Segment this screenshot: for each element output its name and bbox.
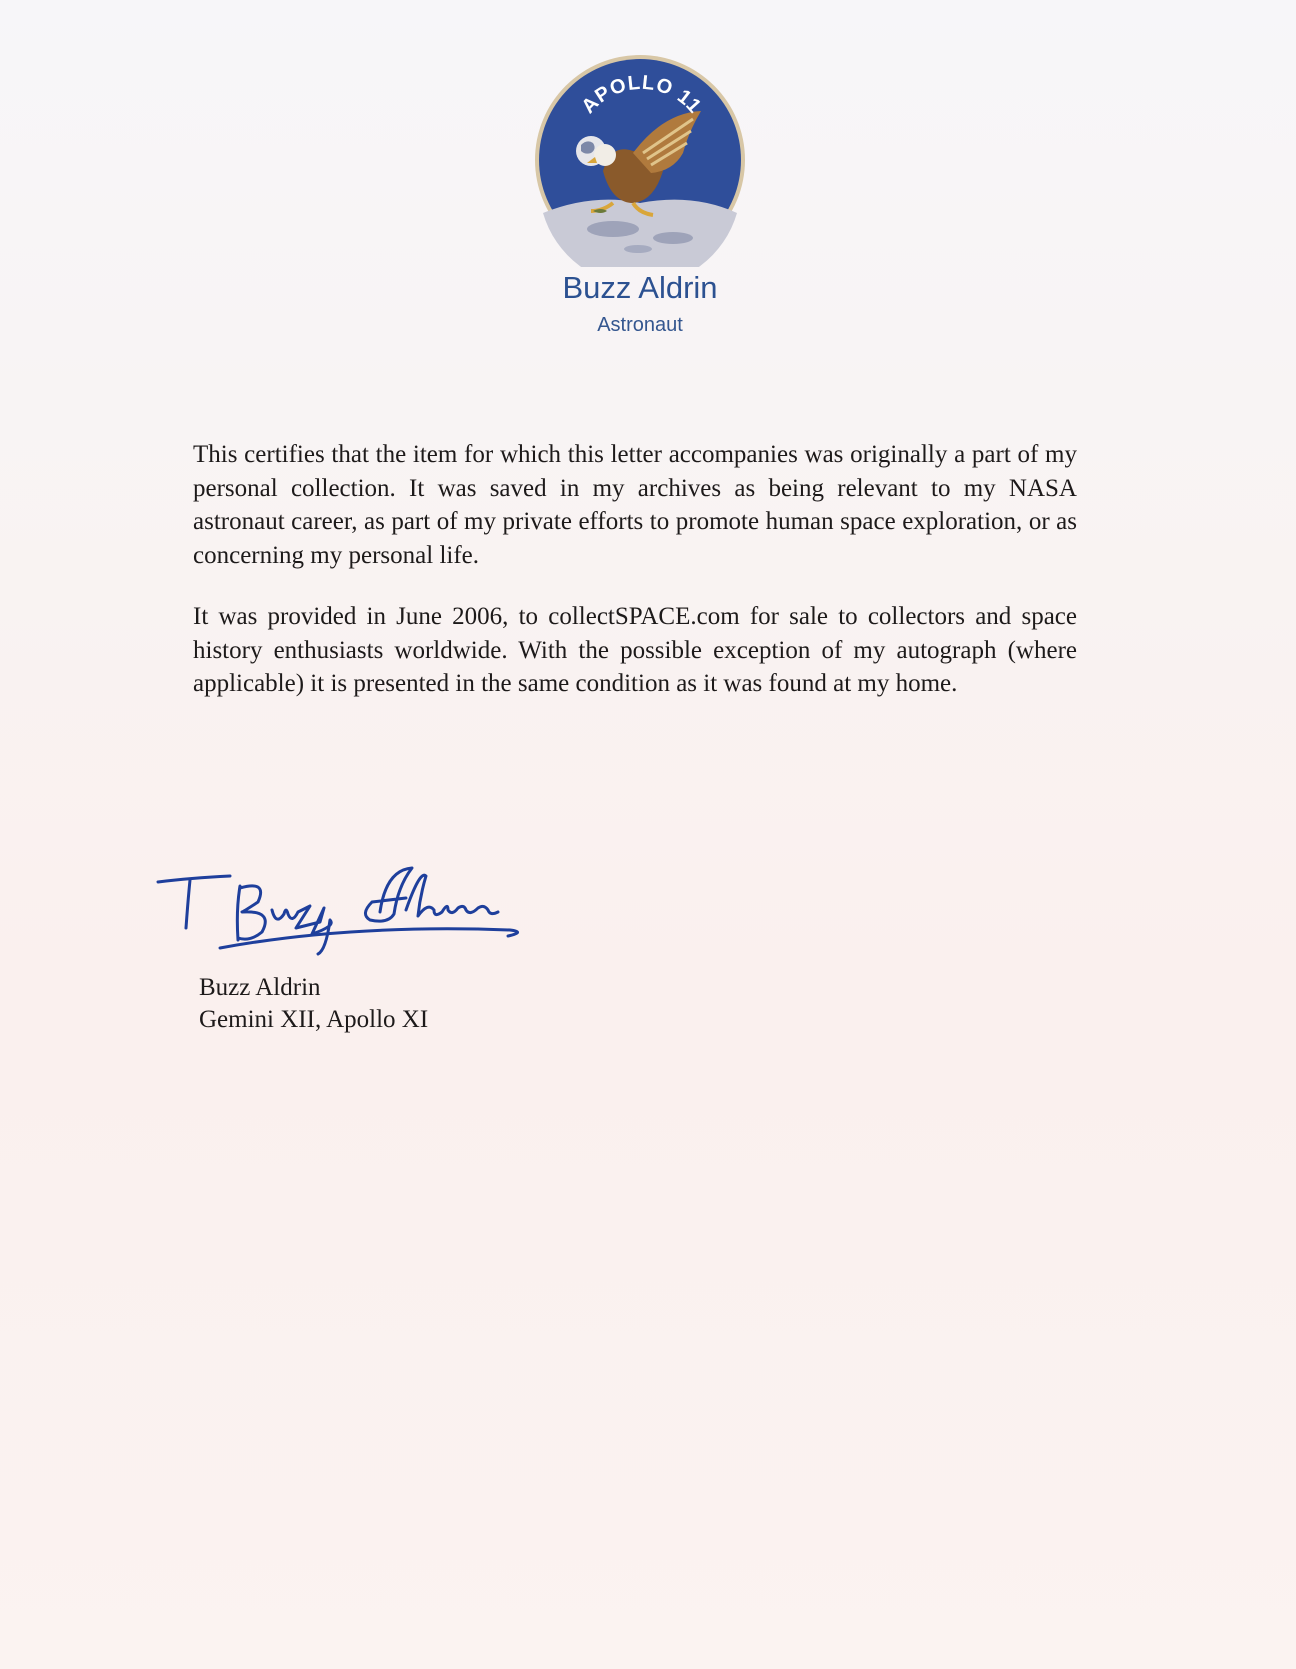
letterhead-name: Buzz Aldrin <box>562 270 718 305</box>
signatory-name: Buzz Aldrin <box>199 974 321 1001</box>
apollo-11-seal-icon <box>533 53 747 267</box>
letterhead-title: Astronaut <box>597 314 683 336</box>
signatory-missions: Gemini XII, Apollo XI <box>199 1006 429 1033</box>
body-paragraph-1: This certifies that the item for which this letter accompanies was originally a part of my personal collection. It was saved in my archives as being relevant to my NASA astronaut career, as part of my private efforts to promote human space exploration, or as concerning my personal life. <box>193 441 1077 569</box>
seal-title: APOLLO 11 <box>577 71 706 118</box>
body-paragraph-2: It was provided in June 2006, to collectSPACE.com for sale to collectors and space history enthusiasts worldwide. With the possible exception of my autograph (where applicable) it is presented in the same condition as it was found at my home. <box>193 603 1077 697</box>
handwritten-signature <box>150 850 550 960</box>
